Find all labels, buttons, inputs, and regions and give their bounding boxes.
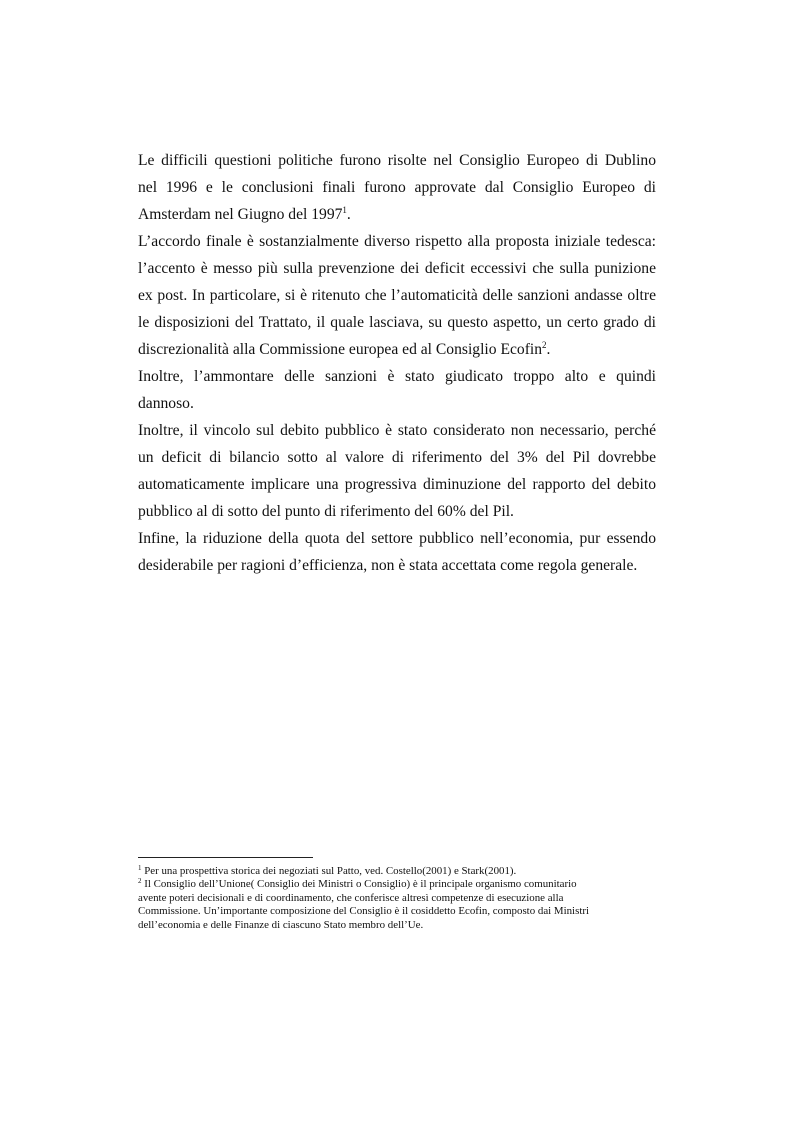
text-line: le disposizioni del Trattato, il quale lasciava, su questo aspetto, un certo grado di	[138, 314, 656, 331]
text-line: un deficit di bilancio sotto al valore di riferimento del 3% del Pil dovrebbe	[138, 449, 656, 466]
text-span: discrezionalità alla Commissione europea ed al Consiglio Ecofin	[138, 341, 543, 358]
text-line: Inoltre, l’ammontare delle sanzioni è stato giudicato troppo alto e quindi	[138, 368, 656, 385]
text-line: pubblico al di sotto del punto di riferimento del 60% del Pil.	[138, 503, 514, 520]
footnotes	[138, 857, 656, 932]
text-line: Infine, la riduzione della quota del settore pubblico nell’economia, pur essendo	[138, 530, 656, 547]
footnote-line: dell’economia e delle Finanze di ciascuno Stato membro dell’Ue.	[138, 918, 424, 931]
sentence-end: .	[546, 341, 551, 358]
text-line: automaticamente implicare una progressiva diminuzione del rapporto del debito	[138, 476, 656, 493]
paragraph	[138, 525, 656, 579]
paragraph	[138, 363, 656, 417]
footnote-line: avente poteri decisionali e di coordinamento, che conferisce altresì competenze di esecuzione alla	[138, 891, 564, 904]
text-line: L’accordo finale è sostanzialmente diverso rispetto alla proposta iniziale tedesca:	[138, 233, 656, 250]
footnote-separator	[138, 857, 313, 858]
footnote-text: Per una prospettiva storica dei negoziati sul Patto, ved. Costello(2001) e Stark(2001).	[144, 865, 517, 877]
footnote-number: 1	[138, 864, 142, 872]
text-line: desiderabile per ragioni d’efficienza, non è stata accettata come regola generale.	[138, 557, 638, 574]
text-line: Inoltre, il vincolo sul debito pubblico è stato considerato non necessario, perché	[138, 422, 656, 439]
footnote	[138, 865, 656, 878]
text-line	[138, 336, 656, 363]
text-span: Amsterdam nel Giugno del 1997	[138, 206, 343, 223]
text-line: l’accento è messo più sulla prevenzione dei deficit eccessivi che sulla punizione	[138, 260, 656, 277]
footnote-line	[138, 878, 656, 891]
sentence-end: .	[346, 206, 351, 223]
footnote-text: Il Consiglio dell’Unione( Consiglio dei Ministri o Consiglio) è il principale organismo comunitario	[144, 878, 577, 891]
text-line	[138, 201, 656, 228]
footnote	[138, 878, 656, 932]
footnote-line	[138, 865, 656, 878]
paragraph	[138, 417, 656, 525]
paragraph	[138, 147, 656, 228]
paragraph	[138, 228, 656, 363]
text-line: nel 1996 e le conclusioni finali furono approvate dal Consiglio Europeo di	[138, 179, 656, 196]
footnote-number: 2	[138, 877, 142, 886]
text-line: dannoso.	[138, 395, 194, 412]
footnote-reference[interactable]: 1	[342, 205, 347, 215]
text-line: Le difficili questioni politiche furono risolte nel Consiglio Europeo di Dublino	[138, 152, 656, 169]
text-line: ex post. In particolare, si è ritenuto che l’automaticità delle sanzioni andasse oltre	[138, 287, 656, 304]
body-text	[138, 147, 656, 579]
footnote-line: Commissione. Un’importante composizione del Consiglio è il cosiddetto Ecofin, composto dai Ministri	[138, 905, 589, 918]
footnote-reference[interactable]: 2	[542, 340, 547, 350]
